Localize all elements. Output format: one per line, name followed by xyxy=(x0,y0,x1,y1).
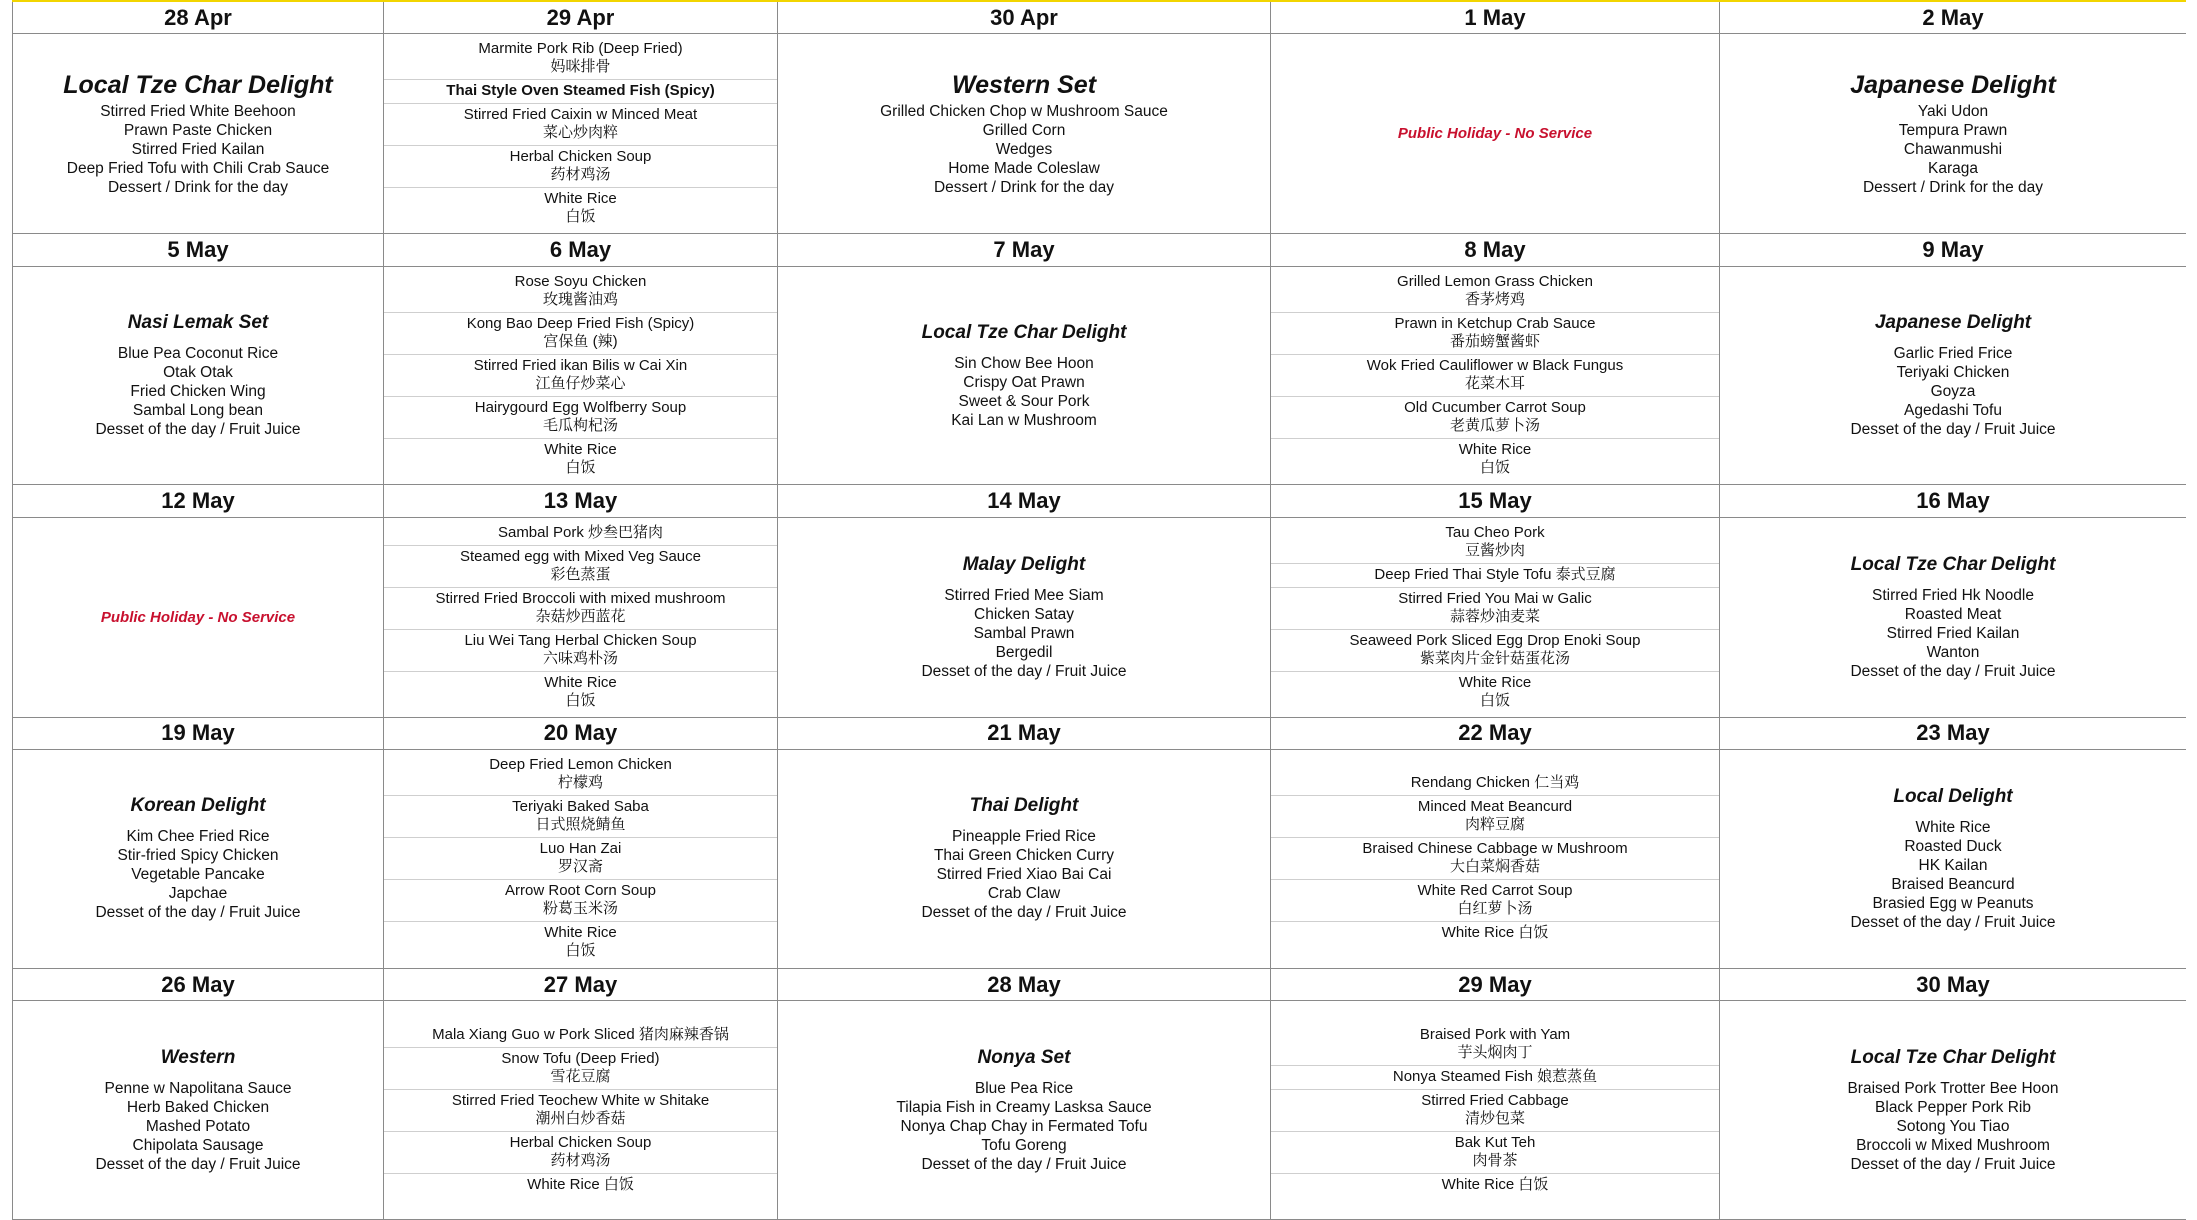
set-item: Fried Chicken Wing xyxy=(130,383,266,401)
dish-name-en: Stirred Fried ikan Bilis w Cai Xin xyxy=(473,357,688,375)
dish-name-zh: 菜心炒肉粹 xyxy=(542,124,618,142)
dish-entry xyxy=(384,38,777,80)
dish-entry xyxy=(384,1048,777,1090)
dish-name-zh: 香茅烤鸡 xyxy=(1464,291,1525,309)
set-item: Chawanmushi xyxy=(1903,140,2003,158)
dish-name-en: White Rice xyxy=(1458,673,1532,691)
day-menu-cell xyxy=(384,266,778,485)
dish-entry xyxy=(1271,796,1719,838)
dish-entry xyxy=(1271,880,1719,922)
set-item: Blue Pea Coconut Rice xyxy=(117,345,279,363)
dish-entry xyxy=(1271,564,1719,588)
dish-name-en: Herbal Chicken Soup xyxy=(509,148,652,166)
date-header-row xyxy=(13,485,2187,517)
set-title: Local Tze Char Delight xyxy=(921,321,1127,343)
day-menu-cell xyxy=(13,266,384,485)
dish-entry xyxy=(384,672,777,713)
dish-name-en: White Rice xyxy=(544,673,617,691)
set-item: Dessert / Drink for the day xyxy=(107,178,289,196)
dish-name-en: Braised Chinese Cabbage w Mushroom xyxy=(1362,840,1628,858)
date-header-row xyxy=(13,234,2187,266)
dish-entry xyxy=(384,397,777,439)
set-item: Prawn Paste Chicken xyxy=(123,121,273,139)
dish-name-zh: 玫瑰酱油鸡 xyxy=(542,291,618,309)
set-item: Braised Beancurd xyxy=(1891,875,2015,893)
set-item: Sotong You Tiao xyxy=(1896,1117,2010,1135)
dish-name-en: Mala Xiang Guo w Pork Sliced 猪肉麻辣香锅 xyxy=(432,1025,729,1043)
dish-name-zh: 毛瓜枸杞汤 xyxy=(542,417,618,435)
set-title: Thai Delight xyxy=(969,795,1079,817)
set-item: Wedges xyxy=(995,140,1053,158)
set-item: Roasted Duck xyxy=(1904,837,2002,855)
set-item: Desset of the day / Fruit Juice xyxy=(95,421,301,439)
set-title: Nonya Set xyxy=(977,1046,1071,1068)
dish-name-en: Rendang Chicken 仁当鸡 xyxy=(1410,774,1580,792)
holiday-notice: Public Holiday - No Service xyxy=(1397,125,1593,143)
day-menu-cell xyxy=(13,750,384,969)
set-item: Dessert / Drink for the day xyxy=(1862,178,2044,196)
dish-entry xyxy=(1271,313,1719,355)
dish-name-en: Luo Han Zai xyxy=(539,840,622,858)
set-item: Garlic Fried Frice xyxy=(1893,345,2013,363)
dish-name-zh: 白饭 xyxy=(565,942,596,960)
set-title: Japanese Delight xyxy=(1850,70,2056,99)
set-item: Agedashi Tofu xyxy=(1904,402,2002,420)
set-item: Pineapple Fried Rice xyxy=(952,828,1096,846)
dish-entry xyxy=(384,355,777,397)
day-date: 14 May xyxy=(778,485,1271,517)
set-item: Tilapia Fish in Creamy Lasksa Sauce xyxy=(896,1098,1152,1116)
set-item: Crab Claw xyxy=(987,885,1061,903)
menu-row xyxy=(13,266,2187,485)
day-menu-cell xyxy=(13,1001,384,1220)
dish-entry xyxy=(384,630,777,672)
day-date: 2 May xyxy=(1720,1,2187,34)
set-item: Vegetable Pancake xyxy=(131,866,265,884)
set-item: Desset of the day / Fruit Juice xyxy=(1850,662,2056,680)
day-menu-cell xyxy=(1720,750,2187,969)
dish-name-zh: 白饭 xyxy=(565,208,596,226)
set-item: Nonya Chap Chay in Fermated Tofu xyxy=(900,1117,1148,1135)
day-date: 12 May xyxy=(13,485,384,517)
dish-name-en: Bak Kut Teh xyxy=(1454,1133,1536,1151)
dish-entry xyxy=(384,104,777,146)
day-date: 23 May xyxy=(1720,717,2187,749)
day-menu-cell xyxy=(1720,1001,2187,1220)
dish-name-zh: 妈咪排骨 xyxy=(550,58,611,76)
set-item: Home Made Coleslaw xyxy=(948,159,1100,177)
dish-entry xyxy=(1271,355,1719,397)
day-menu-cell xyxy=(384,750,778,969)
dish-entry xyxy=(384,754,777,796)
dish-name-en: Thai Style Oven Steamed Fish (Spicy) xyxy=(446,82,715,100)
dish-name-zh: 潮州白炒香菇 xyxy=(535,1109,626,1127)
set-item: Crispy Oat Prawn xyxy=(963,373,1085,391)
dish-name-en: White Rice xyxy=(1458,441,1532,459)
dish-name-zh: 杂菇炒西蓝花 xyxy=(535,607,626,625)
dish-name-en: Sambal Pork 炒叁巴猪肉 xyxy=(497,523,664,541)
day-menu-cell xyxy=(1271,1001,1720,1220)
day-menu-cell xyxy=(384,517,778,717)
set-item: Desset of the day / Fruit Juice xyxy=(921,662,1127,680)
dish-name-zh: 日式照烧鲭鱼 xyxy=(535,816,626,834)
dish-entry xyxy=(1271,397,1719,439)
day-menu-cell xyxy=(1271,266,1720,485)
dish-name-en: Stirred Fried Broccoli with mixed mushroom xyxy=(435,589,726,607)
day-menu-cell xyxy=(778,517,1271,717)
dish-entry xyxy=(384,80,777,104)
day-date: 21 May xyxy=(778,717,1271,749)
dish-name-en: White Rice 白饭 xyxy=(1441,924,1549,942)
set-item: Blue Pea Rice xyxy=(974,1079,1074,1097)
set-item: White Rice xyxy=(1915,818,1991,836)
day-menu-cell xyxy=(1271,750,1720,969)
day-menu-cell xyxy=(13,517,384,717)
set-item: Bergedil xyxy=(995,643,1053,661)
set-item: Desset of the day / Fruit Juice xyxy=(95,904,301,922)
dish-name-zh: 老黄瓜萝卜汤 xyxy=(1449,417,1540,435)
holiday-notice: Public Holiday - No Service xyxy=(100,608,296,626)
set-title: Local Delight xyxy=(1893,785,2013,807)
dish-name-en: Teriyaki Baked Saba xyxy=(512,798,649,816)
day-menu-cell xyxy=(778,266,1271,485)
set-item: Desset of the day / Fruit Juice xyxy=(95,1155,301,1173)
set-item: Chipolata Sausage xyxy=(132,1136,264,1154)
set-item: Chicken Satay xyxy=(974,605,1074,623)
set-item: Sambal Long bean xyxy=(132,402,264,420)
dish-name-zh: 白饭 xyxy=(565,691,596,709)
day-date: 6 May xyxy=(384,234,778,266)
dish-name-zh: 白饭 xyxy=(1479,459,1510,477)
set-item: Stirred Fried White Beehoon xyxy=(100,102,296,120)
set-item: Goyza xyxy=(1930,383,1976,401)
set-item: Wanton xyxy=(1926,643,1980,661)
dish-entry xyxy=(384,188,777,229)
dish-entry xyxy=(1271,838,1719,880)
day-menu-cell xyxy=(1720,34,2187,234)
set-item: Desset of the day / Fruit Juice xyxy=(921,1155,1127,1173)
dish-entry xyxy=(384,439,777,480)
dish-entry xyxy=(384,313,777,355)
set-title: Japanese Delight xyxy=(1874,312,2032,334)
set-item: Desset of the day / Fruit Juice xyxy=(1850,421,2056,439)
dish-name-zh: 粉葛玉米汤 xyxy=(542,900,618,918)
day-date: 30 Apr xyxy=(778,1,1271,34)
dish-entry xyxy=(1271,522,1719,564)
dish-name-zh: 药材鸡汤 xyxy=(550,166,611,184)
set-item: Mashed Potato xyxy=(145,1117,251,1135)
set-item: Sweet & Sour Pork xyxy=(958,392,1090,410)
day-date: 1 May xyxy=(1271,1,1720,34)
dish-entry xyxy=(1271,588,1719,630)
day-date: 30 May xyxy=(1720,968,2187,1000)
dish-name-en: White Rice 白饭 xyxy=(1441,1175,1549,1193)
dish-name-en: Deep Fried Thai Style Tofu 泰式豆腐 xyxy=(1374,565,1616,583)
dish-entry xyxy=(1271,1132,1719,1174)
dish-entry xyxy=(384,796,777,838)
dish-name-zh: 宫保鱼 (辣) xyxy=(543,333,618,351)
day-date: 28 Apr xyxy=(13,1,384,34)
dish-entry xyxy=(1271,1066,1719,1090)
dish-name-en: Stirred Fried You Mai w Galic xyxy=(1398,589,1592,607)
dish-entry xyxy=(1271,1174,1719,1197)
set-item: Stirred Fried Mee Siam xyxy=(944,586,1104,604)
dish-name-en: White Rice 白饭 xyxy=(527,1175,634,1193)
date-header-row xyxy=(13,717,2187,749)
dish-name-en: White Rice xyxy=(544,924,617,942)
dish-entry xyxy=(1271,772,1719,796)
set-item: Herb Baked Chicken xyxy=(126,1098,270,1116)
dish-name-en: Kong Bao Deep Fried Fish (Spicy) xyxy=(466,315,695,333)
day-date: 15 May xyxy=(1271,485,1720,517)
set-item: Black Pepper Pork Rib xyxy=(1875,1098,2031,1116)
day-date: 5 May xyxy=(13,234,384,266)
set-title: Nasi Lemak Set xyxy=(127,312,269,334)
day-date: 26 May xyxy=(13,968,384,1000)
set-item: Grilled Corn xyxy=(982,121,1066,139)
set-item: Braised Pork Trotter Bee Hoon xyxy=(1847,1079,2059,1097)
day-menu-cell xyxy=(384,34,778,234)
dish-entry xyxy=(384,1024,777,1048)
set-item: Penne w Napolitana Sauce xyxy=(104,1079,292,1097)
set-item: Stirred Fried Hk Noodle xyxy=(1872,586,2034,604)
day-menu-cell xyxy=(778,34,1271,234)
dish-name-en: White Red Carrot Soup xyxy=(1417,882,1573,900)
dish-name-en: Old Cucumber Carrot Soup xyxy=(1404,399,1586,417)
day-menu-cell xyxy=(1720,517,2187,717)
menu-row xyxy=(13,517,2187,717)
dish-name-zh: 大白菜焖香菇 xyxy=(1449,858,1540,876)
day-date: 20 May xyxy=(384,717,778,749)
day-date: 22 May xyxy=(1271,717,1720,749)
dish-name-en: Minced Meat Beancurd xyxy=(1417,798,1573,816)
set-title: Local Tze Char Delight xyxy=(1850,1046,2056,1068)
dish-entry xyxy=(384,588,777,630)
day-date: 7 May xyxy=(778,234,1271,266)
dish-entry xyxy=(1271,672,1719,713)
set-item: Tofu Goreng xyxy=(981,1136,1067,1154)
dish-name-zh: 芋头焖肉丁 xyxy=(1457,1043,1533,1061)
set-title: Malay Delight xyxy=(962,553,1086,575)
dish-name-en: Nonya Steamed Fish 娘惹蒸鱼 xyxy=(1392,1067,1598,1085)
dish-entry xyxy=(384,880,777,922)
dish-name-zh: 白红萝卜汤 xyxy=(1457,900,1533,918)
menu-row xyxy=(13,1001,2187,1220)
set-item: Stirred Fried Xiao Bai Cai xyxy=(936,866,1112,884)
set-item: Desset of the day / Fruit Juice xyxy=(1850,913,2056,931)
set-item: Yaki Udon xyxy=(1917,102,1989,120)
set-item: HK Kailan xyxy=(1918,856,1988,874)
set-item: Dessert / Drink for the day xyxy=(933,178,1115,196)
dish-name-zh: 江鱼仔炒菜心 xyxy=(535,375,626,393)
day-date: 29 Apr xyxy=(384,1,778,34)
dish-entry xyxy=(384,1132,777,1174)
dish-name-zh: 柠檬鸡 xyxy=(557,774,603,792)
dish-entry xyxy=(1271,922,1719,945)
dish-entry xyxy=(384,146,777,188)
set-item: Sin Chow Bee Hoon xyxy=(954,354,1094,372)
dish-name-en: Braised Pork with Yam xyxy=(1419,1025,1571,1043)
set-item: Kai Lan w Mushroom xyxy=(951,411,1097,429)
dish-name-en: Steamed egg with Mixed Veg Sauce xyxy=(460,547,701,565)
set-item: Desset of the day / Fruit Juice xyxy=(1850,1155,2056,1173)
page-edge xyxy=(2186,0,2197,1220)
day-menu-cell xyxy=(1271,34,1720,234)
set-item: Karaga xyxy=(1928,159,1978,177)
set-title: Local Tze Char Delight xyxy=(1850,553,2056,575)
dish-name-en: Deep Fried Lemon Chicken xyxy=(489,756,672,774)
dish-name-zh: 罗汉斋 xyxy=(557,858,603,876)
dish-name-zh: 肉骨茶 xyxy=(1472,1151,1518,1169)
dish-entry xyxy=(1271,630,1719,672)
set-item: Stirred Fried Kailan xyxy=(131,140,265,158)
dish-name-zh: 豆酱炒肉 xyxy=(1464,541,1525,559)
dish-name-en: Marmite Pork Rib (Deep Fried) xyxy=(478,40,683,58)
day-menu-cell xyxy=(1720,266,2187,485)
set-item: Desset of the day / Fruit Juice xyxy=(921,904,1127,922)
dish-name-zh: 彩色蒸蛋 xyxy=(550,565,611,583)
dish-name-en: Rose Soyu Chicken xyxy=(514,273,647,291)
dish-name-en: Stirred Fried Cabbage xyxy=(1421,1091,1569,1109)
dish-entry xyxy=(384,522,777,546)
dish-name-en: Stirred Fried Teochew White w Shitake xyxy=(451,1091,710,1109)
lunch-menu-table xyxy=(12,0,2187,1220)
date-header-row xyxy=(13,1,2187,34)
dish-entry xyxy=(384,1090,777,1132)
day-date: 27 May xyxy=(384,968,778,1000)
set-item: Grilled Chicken Chop w Mushroom Sauce xyxy=(880,102,1168,120)
dish-name-en: Arrow Root Corn Soup xyxy=(505,882,656,900)
dish-name-zh: 白饭 xyxy=(1479,691,1510,709)
set-item: Brasied Egg w Peanuts xyxy=(1872,894,2034,912)
dish-name-zh: 药材鸡汤 xyxy=(550,1151,611,1169)
menu-row xyxy=(13,750,2187,969)
day-menu-cell xyxy=(13,34,384,234)
dish-name-en: Snow Tofu (Deep Fried) xyxy=(501,1049,660,1067)
set-item: Thai Green Chicken Curry xyxy=(933,847,1115,865)
dish-entry xyxy=(1271,1090,1719,1132)
day-date: 28 May xyxy=(778,968,1271,1000)
day-date: 8 May xyxy=(1271,234,1720,266)
dish-entry xyxy=(1271,439,1719,480)
dish-entry xyxy=(384,922,777,963)
set-item: Broccoli w Mixed Mushroom xyxy=(1856,1136,2050,1154)
dish-entry xyxy=(384,1174,777,1197)
dish-name-en: Herbal Chicken Soup xyxy=(509,1133,652,1151)
dish-entry xyxy=(384,838,777,880)
set-item: Deep Fried Tofu with Chili Crab Sauce xyxy=(66,159,330,177)
set-item: Stir-fried Spicy Chicken xyxy=(117,847,279,865)
set-item: Otak Otak xyxy=(163,364,233,382)
day-date: 13 May xyxy=(384,485,778,517)
set-title: Korean Delight xyxy=(130,795,266,817)
dish-name-en: White Rice xyxy=(544,441,617,459)
dish-name-zh: 番茄螃蟹酱虾 xyxy=(1449,333,1540,351)
dish-name-en: Tau Cheo Pork xyxy=(1445,523,1545,541)
set-item: Roasted Meat xyxy=(1904,605,2002,623)
dish-name-en: Seaweed Pork Sliced Egg Drop Enoki Soup xyxy=(1349,631,1641,649)
day-menu-cell xyxy=(384,1001,778,1220)
dish-name-en: White Rice xyxy=(544,190,617,208)
dish-entry xyxy=(384,546,777,588)
set-title: Western Set xyxy=(951,70,1097,99)
dish-name-zh: 白饭 xyxy=(565,459,596,477)
dish-name-zh: 雪花豆腐 xyxy=(550,1067,611,1085)
day-menu-cell xyxy=(778,1001,1271,1220)
set-item: Teriyaki Chicken xyxy=(1896,364,2010,382)
day-menu-cell xyxy=(1271,517,1720,717)
menu-row xyxy=(13,34,2187,234)
day-date: 29 May xyxy=(1271,968,1720,1000)
dish-name-zh: 花菜木耳 xyxy=(1464,375,1525,393)
dish-name-zh: 蒜蓉炒油麦菜 xyxy=(1449,607,1540,625)
dish-entry xyxy=(1271,271,1719,313)
day-date: 19 May xyxy=(13,717,384,749)
dish-name-en: Stirred Fried Caixin w Minced Meat xyxy=(463,106,698,124)
set-title: Western xyxy=(160,1046,236,1068)
set-item: Kim Chee Fried Rice xyxy=(126,828,270,846)
dish-name-en: Wok Fried Cauliflower w Black Fungus xyxy=(1366,357,1624,375)
set-item: Tempura Prawn xyxy=(1898,121,2008,139)
dish-name-zh: 六味鸡朴汤 xyxy=(542,649,618,667)
dish-name-en: Grilled Lemon Grass Chicken xyxy=(1397,273,1593,291)
dish-entry xyxy=(1271,1024,1719,1066)
dish-name-zh: 清炒包菜 xyxy=(1464,1109,1525,1127)
dish-name-zh: 肉粹豆腐 xyxy=(1464,816,1525,834)
set-item: Japchae xyxy=(168,885,228,903)
dish-name-en: Hairygourd Egg Wolfberry Soup xyxy=(474,399,687,417)
day-date: 16 May xyxy=(1720,485,2187,517)
day-menu-cell xyxy=(778,750,1271,969)
set-item: Stirred Fried Kailan xyxy=(1886,624,2020,642)
dish-entry xyxy=(384,271,777,313)
set-item: Sambal Prawn xyxy=(973,624,1075,642)
day-date: 9 May xyxy=(1720,234,2187,266)
date-header-row xyxy=(13,968,2187,1000)
dish-name-zh: 紫菜肉片金针菇蛋花汤 xyxy=(1419,649,1570,667)
set-title: Local Tze Char Delight xyxy=(63,70,333,99)
dish-name-en: Liu Wei Tang Herbal Chicken Soup xyxy=(464,631,697,649)
dish-name-en: Prawn in Ketchup Crab Sauce xyxy=(1394,315,1596,333)
